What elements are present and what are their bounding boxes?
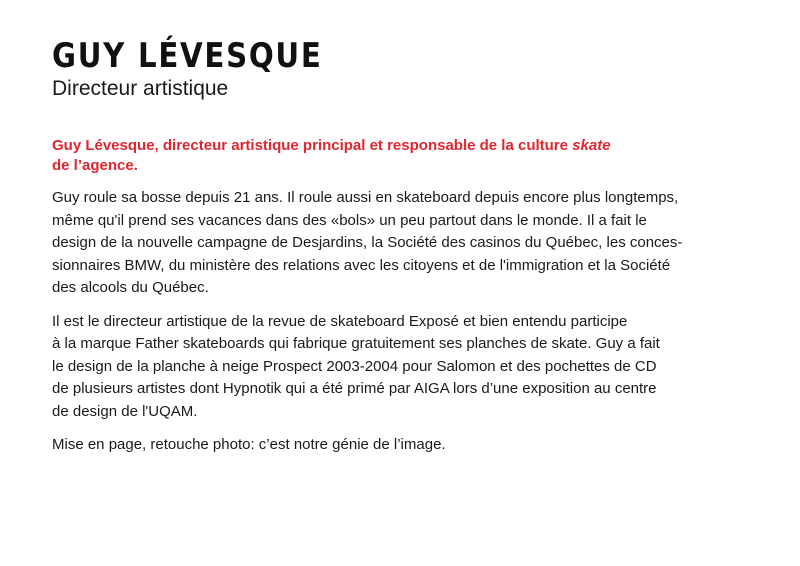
lead-emphasis: skate bbox=[572, 137, 611, 154]
person-name: GUY LÉVESQUE bbox=[52, 36, 323, 76]
person-role: Directeur artistique bbox=[52, 77, 229, 100]
bio-line: design de la nouvelle campagne de Desjardins, la Société des casinos du Québec, les conces- bbox=[52, 234, 683, 251]
bio-line: à la marque Father skateboards qui fabrique gratuitement ses planches de skate. Guy a fait bbox=[52, 335, 660, 352]
bio-line: de plusieurs artistes dont Hypnotik qui a été primé par AIGA lors d’une exposition au centre bbox=[52, 380, 657, 397]
bio-paragraph-2 bbox=[52, 311, 752, 424]
bio-line: Guy roule sa bosse depuis 21 ans. Il roule aussi en skateboard depuis encore plus longtemps, bbox=[52, 189, 679, 206]
bio-paragraph-1 bbox=[52, 187, 752, 300]
bio-line: sionnaires BMW, du ministère des relations avec les citoyens et de l'immigration et la Société bbox=[52, 256, 671, 274]
lead-paragraph bbox=[52, 136, 752, 176]
bio-line: de design de l'UQAM. bbox=[52, 402, 198, 420]
bio-paragraph-3 bbox=[52, 434, 752, 457]
bio-line: même qu'il prend ses vacances dans des «bols» un peu partout dans le monde. Il a fait le bbox=[52, 211, 647, 229]
profile-page bbox=[52, 36, 752, 457]
lead-line-1-text: Guy Lévesque, directeur artistique principal et responsable de la culture bbox=[52, 137, 573, 154]
bio-line: des alcools du Québec. bbox=[52, 279, 209, 296]
lead-line-1 bbox=[52, 136, 752, 156]
bio-line: Il est le directeur artistique de la revue de skateboard Exposé et bien entendu participe bbox=[52, 312, 628, 330]
bio-line: le design de la planche à neige Prospect 2003-2004 pour Salomon et des pochettes de CD bbox=[52, 357, 657, 375]
lead-line-2: de l’agence. bbox=[52, 157, 138, 174]
bio-line: Mise en page, retouche photo: c’est notre génie de l’image. bbox=[52, 436, 446, 453]
